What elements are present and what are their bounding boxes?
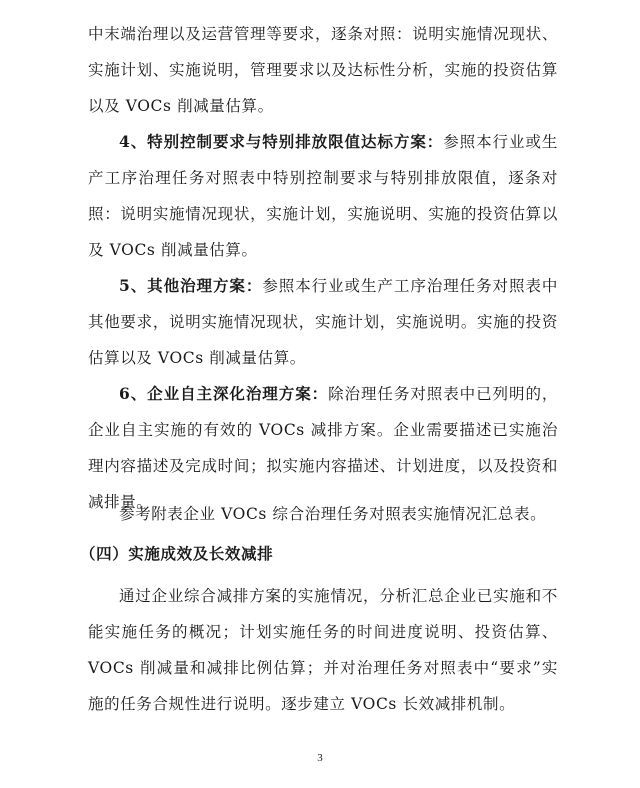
section-heading [80, 536, 550, 572]
paragraph-text: 通过企业综合减排方案的实施情况，分析汇总企业已实施和不能实施任务的概况；计划实施任务的时间进度说明、投资估算、VOCs 削减量和减排比例估算；并对治理任务对照表中“要求”实施的任务合规性进行说明。逐步建立 VOCs 长效减排机制。 [88, 587, 558, 713]
paragraph-heading: 6、企业自主深化治理方案： [119, 384, 329, 403]
section-heading-text: （四）实施成效及长效减排 [80, 544, 274, 563]
paragraph-heading: 4、特别控制要求与特别排放限值达标方案： [119, 132, 444, 151]
paragraph-text: 中末端治理以及运营管理等要求，逐条对照：说明实施情况现状、实施计划、实施说明，管理要求以及达标性分析，实施的投资估算以及 VOCs 削减量估算。 [88, 25, 558, 115]
paragraph-heading: 5、其他治理方案： [119, 276, 263, 295]
paragraph-measures-continuation [88, 16, 558, 124]
paragraph-effectiveness [88, 578, 558, 722]
paragraph-body: 除治理任务对照表中已列明的，企业自主实施的有效的 VOCs 减排方案。企业需要描述已实施治理内容描述及完成时间；拟实施内容描述、计划进度，以及投资和减排量。 [88, 385, 558, 511]
paragraph-reference-table [88, 496, 558, 532]
paragraph-other-measures [88, 268, 558, 376]
paragraph-text [88, 124, 558, 268]
paragraph-text [88, 268, 558, 376]
paragraph-text: 参考附表企业 VOCs 综合治理任务对照表实施情况汇总表。 [119, 505, 547, 523]
paragraph-special-control [88, 124, 558, 268]
page-number: 3 [317, 752, 323, 764]
paragraph-body: 参照本行业或生产工序治理任务对照表中特别控制要求与特别排放限值，逐条对照：说明实施情况现状，实施计划，实施说明、实施的投资估算以及 VOCs 削减量估算。 [88, 133, 558, 259]
paragraph-body: 参照本行业或生产工序治理任务对照表中其他要求，说明实施情况现状，实施计划，实施说明。实施的投资估算以及 VOCs 削减量估算。 [88, 277, 558, 367]
